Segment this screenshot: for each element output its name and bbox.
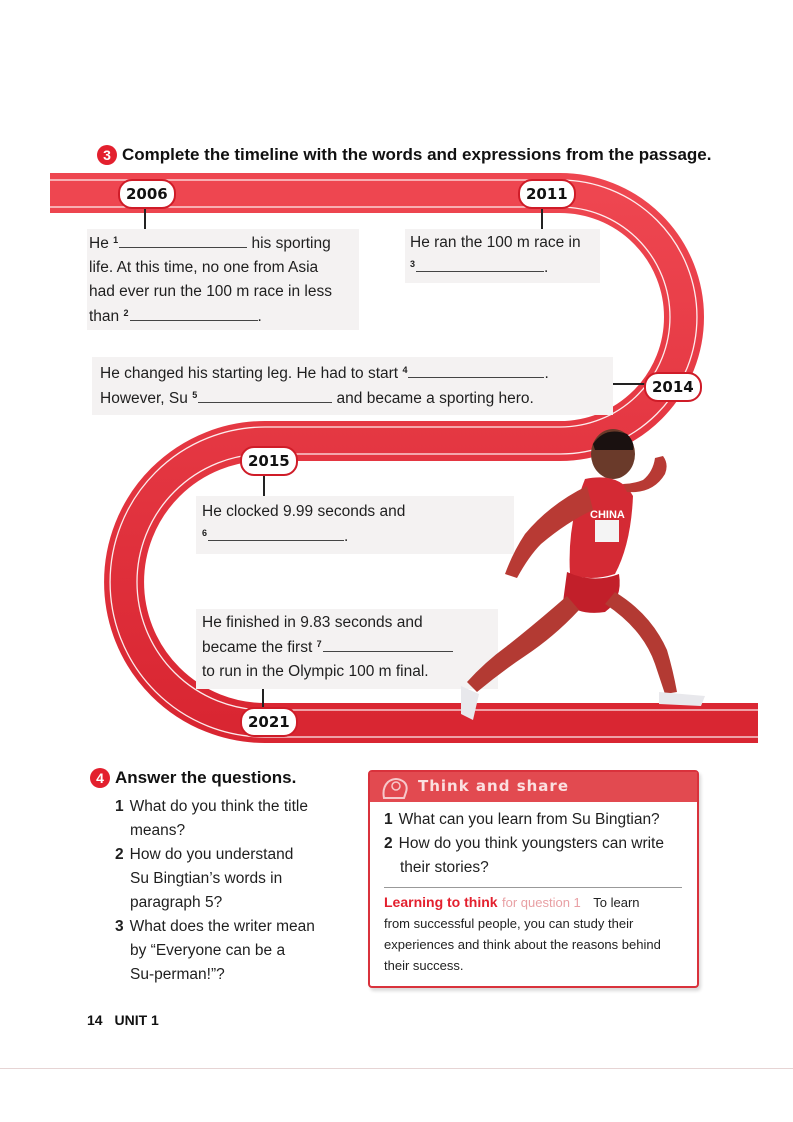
- p2006-text-d: had ever run the 100 m race in less: [89, 283, 332, 300]
- blank-4-number: 4: [402, 365, 408, 375]
- connector-2006: [144, 209, 146, 229]
- question-3-line-3: Su-perman!”?: [130, 966, 225, 983]
- bottom-rule: [0, 1068, 793, 1069]
- learning-line-2: from successful people, you can study their: [384, 916, 634, 931]
- year-badge-2011: 2011: [518, 179, 576, 209]
- runner-figure: [455, 424, 715, 724]
- question-1-number: 1: [115, 798, 124, 815]
- question-2-line-3: paragraph 5?: [130, 894, 223, 911]
- runner-jersey-text: CHINA: [590, 509, 625, 521]
- share-question-2-line-2: their stories?: [400, 859, 489, 876]
- share-question-2-line-1: How do you think youngsters can write: [398, 835, 664, 852]
- p2006-text-e: than: [89, 308, 120, 325]
- learning-to-think-label: Learning to think: [384, 894, 498, 910]
- year-badge-2021: 2021: [240, 707, 298, 737]
- share-question-1-text: What can you learn from Su Bingtian?: [398, 811, 660, 828]
- share-question-1-number: 1: [384, 811, 393, 828]
- exercise-3-title: Complete the timeline with the words and expressions from the passage.: [122, 145, 712, 164]
- p2021-text-a: He finished in 9.83 seconds and: [202, 614, 423, 631]
- blank-7[interactable]: [323, 635, 453, 652]
- p2014-text-c: However, Su: [100, 390, 188, 407]
- learning-divider: [384, 887, 682, 888]
- blank-5-number: 5: [192, 390, 198, 400]
- year-badge-2014: 2014: [644, 372, 702, 402]
- question-2-number: 2: [115, 846, 124, 863]
- learning-to-think-sub: for question 1: [502, 895, 581, 910]
- p2015-text-a: He clocked 9.99 seconds and: [202, 503, 406, 520]
- p2006-text-b: his sporting: [251, 235, 331, 252]
- p2014-text-d: and became a sporting hero.: [336, 390, 534, 407]
- share-question-2-number: 2: [384, 835, 393, 852]
- question-1-line-2: means?: [130, 822, 186, 839]
- runner-hair: [593, 432, 633, 450]
- exercise-3-number: 3: [97, 145, 117, 165]
- year-badge-2006: 2006: [118, 179, 176, 209]
- learning-line-4: their success.: [384, 958, 464, 973]
- exercise-4-number: 4: [90, 768, 110, 788]
- year-badge-2015: 2015: [240, 446, 298, 476]
- page-number: 14: [87, 1012, 103, 1028]
- blank-2[interactable]: [130, 304, 258, 321]
- think-and-share-header: [370, 772, 697, 802]
- blank-6-number: 6: [202, 528, 208, 538]
- p2014-text-a: He changed his starting leg. He had to start: [100, 365, 399, 382]
- runner-bib: [595, 520, 619, 542]
- timeline-panel-2014: [92, 357, 613, 415]
- p2006-text-c: life. At this time, no one from Asia: [89, 259, 319, 276]
- question-1: [115, 795, 345, 843]
- p2011-text-b: .: [544, 259, 549, 276]
- question-3-line-1: What does the writer mean: [129, 918, 315, 935]
- p2006-text-a: He: [89, 235, 109, 252]
- blank-1-number: 1: [113, 235, 119, 245]
- question-3-line-2: by “Everyone can be a: [130, 942, 286, 959]
- runner-leg-back: [467, 596, 579, 692]
- question-3: [115, 915, 355, 987]
- blank-5[interactable]: [198, 386, 332, 403]
- runner-leg-front: [605, 592, 677, 694]
- question-3-number: 3: [115, 918, 124, 935]
- share-question-1: [384, 808, 694, 832]
- learning-line-3: experiences and think about the reasons behind: [384, 937, 661, 952]
- p2014-text-b: .: [544, 365, 549, 382]
- runner-shoe-front: [659, 692, 705, 706]
- question-2-line-1: How do you understand: [129, 846, 294, 863]
- head-bulb-icon: [378, 774, 412, 800]
- unit-label: UNIT 1: [114, 1012, 159, 1028]
- blank-3-number: 3: [410, 259, 416, 269]
- think-and-share-title: Think and share: [418, 777, 569, 795]
- think-and-share-box: [368, 770, 699, 988]
- p2021-text-c: to run in the Olympic 100 m final.: [202, 663, 429, 680]
- blank-7-number: 7: [316, 639, 322, 649]
- timeline-panel-2011: [405, 229, 600, 283]
- connector-2014: [608, 383, 646, 385]
- blank-4[interactable]: [408, 361, 544, 378]
- exercise-4-title: Answer the questions.: [115, 768, 297, 787]
- p2021-text-b: became the first: [202, 639, 313, 656]
- p2006-text-f: .: [257, 308, 262, 325]
- timeline-panel-2021: [196, 609, 498, 689]
- blank-6[interactable]: [208, 524, 344, 541]
- timeline-panel-2006: [87, 229, 359, 330]
- question-2: [115, 843, 345, 915]
- learning-to-think: [384, 892, 689, 976]
- question-1-line-1: What do you think the title: [129, 798, 308, 815]
- question-2-line-2: Su Bingtian’s words in: [130, 870, 283, 887]
- blank-1[interactable]: [119, 231, 247, 248]
- learning-line-1: To learn: [593, 895, 640, 910]
- blank-2-number: 2: [123, 308, 129, 318]
- connector-2015: [263, 476, 265, 496]
- blank-3[interactable]: [416, 255, 544, 272]
- p2011-text-a: He ran the 100 m race in: [410, 234, 581, 251]
- connector-2011: [541, 209, 543, 229]
- p2015-text-b: .: [344, 528, 349, 545]
- page-footer: [87, 1012, 159, 1028]
- share-question-2: [384, 832, 694, 880]
